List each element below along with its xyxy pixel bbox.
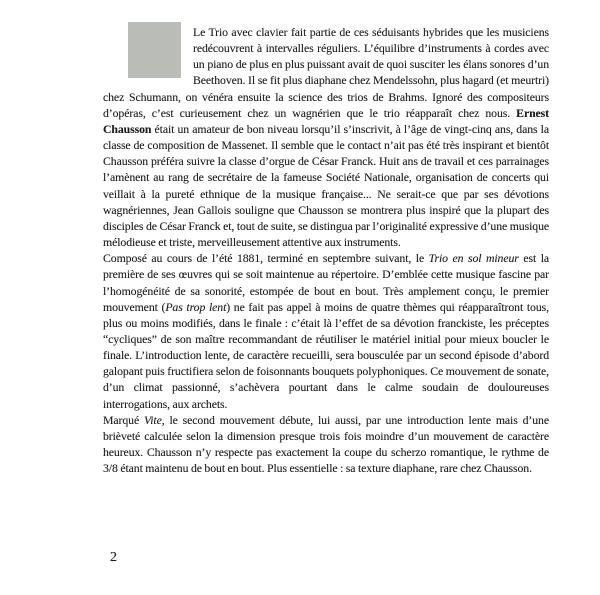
page-number: 2 [110,550,117,565]
text-run: est la première de ses œuvres qui se soit maintenue au répertoire. D’emblée cette musique fascine par l’homogénéité de sa sonorité, estompée de bout en bout. Très amplement conçu, le premier mouvement ( [103,251,550,314]
paragraph-intro [103,24,549,250]
tempo-marking-italic: Pas trop lent [165,299,227,314]
text-run: Marqué [103,412,144,427]
paragraph-second-movement [103,412,549,477]
composer-name-bold: Ernest Chausson [103,105,549,136]
text-run: Composé au cours de l’été 1881, terminé en septembre suivant, le [103,251,429,266]
liner-notes-text [103,24,549,476]
work-title-italic: Trio en sol mineur [428,251,519,266]
text-run: , le second mouvement débute, lui aussi, par une introduction lente mais d’une brièveté calculée selon la dimension presque trois fois moindre d’un mouvement de caractère heureux. Chausson n’y respecte pas exactement la coupe du scherzo romantique, le rythme de 3/8 étant maintenu de bout en bout. Plus essentielle : sa texture diaphane, rare chez Chausson. [103,412,549,476]
text-run: ) ne fait pas appel à moins de quatre thèmes qui réapparaîtront tous, plus ou moins modifiés, dans le finale : c’était là l’effet de sa dévotion franckiste, les préceptes “cycliques” de son maître recommandant de réutiliser le matériel initial pour mieux boucler le finale. L’introduction lente, de caractère recueilli, sera bousculée par un second épisode d’abord galopant puis fructifiera selon de foisonnants bouquets polyphoniques. Ce mouvement de sonate, d’un climat passionné, s’achèvera pourtant dans le calme soudain de douloureuses interrogations, aux archets. [103,299,549,411]
text-run: Le Trio avec clavier fait partie de ces séduisants hybrides que les musiciens redécouvrent à intervalles réguliers. L’équilibre d’instruments à cordes avec un piano de plus en plus puissant avait de quoi susciter les élans sonores d’un Beethoven. Il se fit plus diaphane chez Mendelssohn, plus hagard (et meurtri) chez Schumann, on vénéra ensuite la science des trios de Brahms. Ignoré des compositeurs d’opéras, c’est curieusement chez un wagnérien que le trio réapparaît chez nous. [103,25,549,120]
decorative-gray-square [128,22,181,78]
tempo-marking-italic: Vite [143,412,162,427]
paragraph-first-movement [103,250,549,412]
text-run: était un amateur de bon niveau lorsqu’il s’inscrivit, à l’âge de vingt-cinq ans, dans la classe de composition de Massenet. Il semble que le contact n’ait pas été très inspirant et bientôt Chausson préféra suivre la classe d’orgue de César Franck. Huit ans de travail et ces parrainages l’amènent au rang de secrétaire de la fameuse Société Nationale, organisation de concerts qui veillait à la pureté ethnique de la musique française... Ne serait-ce que par ses dévotions wagnériennes, Jean Gallois souligne que Chausson se montrera plus inspiré que la plupart des disciples de César Franck et, tout de suite, se distingua par l’originalité expressive d’une musique mélodieuse et triste, merveilleusement attentive aux instruments. [103,121,549,250]
